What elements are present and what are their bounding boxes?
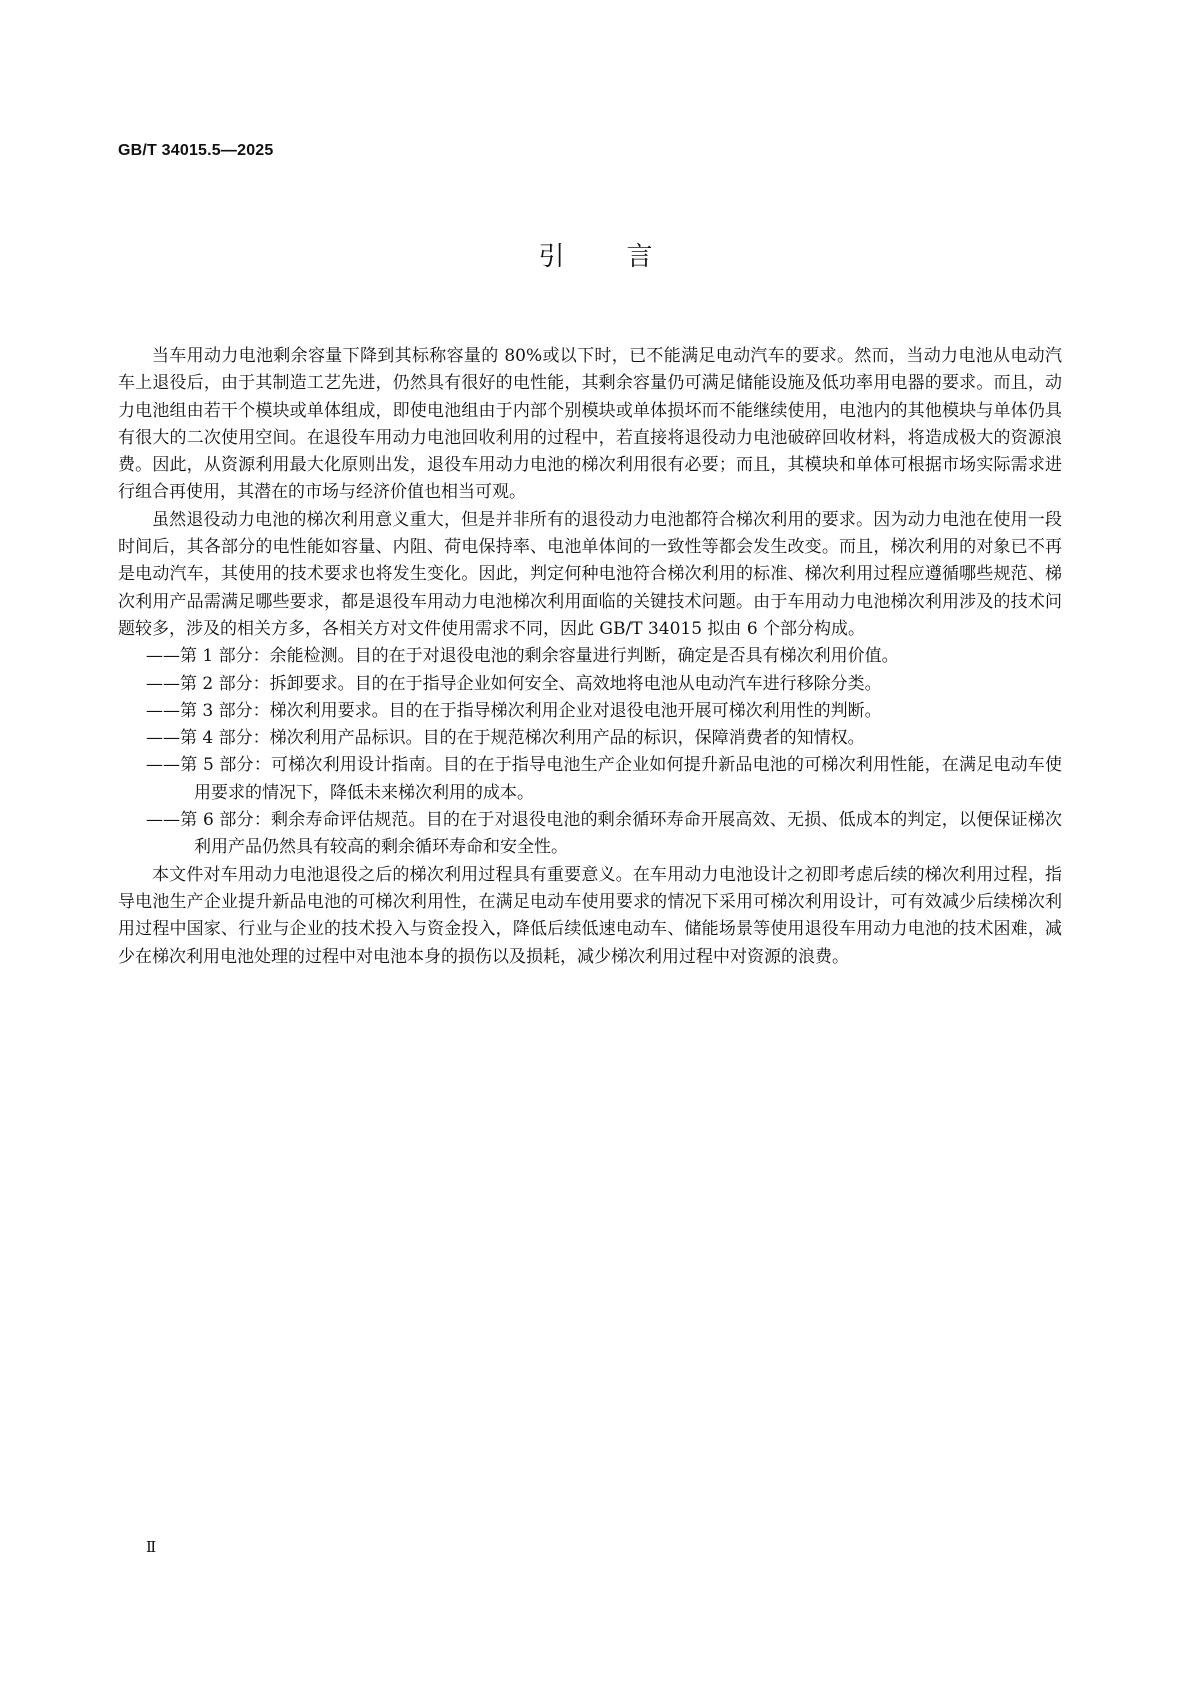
list-item: ——第 2 部分：拆卸要求。目的在于指导企业如何安全、高效地将电池从电动汽车进行移除分类。 bbox=[146, 673, 882, 694]
parts-list bbox=[118, 643, 1062, 861]
page-title: 引言 bbox=[538, 242, 715, 272]
list-item: ——第 6 部分：剩余寿命评估规范。目的在于对退役电池的剩余循环寿命开展高效、无损、低成本的判定，以便保证梯次利用产品仍然具有较高的剩余循环寿命和安全性。 bbox=[146, 810, 1062, 858]
list-item: ——第 5 部分：可梯次利用设计指南。目的在于指导电池生产企业如何提升新品电池的可梯次利用性能，在满足电动车使用要求的情况下，降低未来梯次利用的成本。 bbox=[146, 755, 1062, 803]
paragraph: 当车用动力电池剩余容量下降到其标称容量的 80%或以下时，已不能满足电动汽车的要求。然而，当动力电池从电动汽车上退役后，由于其制造工艺先进，仍然具有很好的电性能，其剩余容量仍可满足储能设施及低功率用电器的要求。而且，动力电池组由若干个模块或单体组成，即使电池组由于内部个别模块或单体损坏而不能继续使用，电池内的其他模块与单体仍具有很大的二次使用空间。在退役车用动力电池回收利用的过程中，若直接将退役动力电池破碎回收材料，将造成极大的资源浪费。因此，从资源利用最大化原则出发，退役车用动力电池的梯次利用很有必要；而且，其模块和单体可根据市场实际需求进行组合再使用，其潜在的市场与经济价值也相当可观。 bbox=[118, 346, 1062, 503]
list-item: ——第 3 部分：梯次利用要求。目的在于指导梯次利用企业对退役电池开展可梯次利用性的判断。 bbox=[146, 700, 882, 721]
list-item: ——第 1 部分：余能检测。目的在于对退役电池的剩余容量进行判断，确定是否具有梯次利用价值。 bbox=[146, 646, 899, 667]
page-number: Ⅱ bbox=[146, 1538, 157, 1556]
list-item: ——第 4 部分：梯次利用产品标识。目的在于规范梯次利用产品的标识，保障消费者的知情权。 bbox=[146, 728, 865, 749]
paragraph: 本文件对车用动力电池退役之后的梯次利用过程具有重要意义。在车用动力电池设计之初即考虑后续的梯次利用过程，指导电池生产企业提升新品电池的可梯次利用性，在满足电动车使用要求的情况下采用可梯次利用设计，可有效减少后续梯次利用过程中国家、行业与企业的技术投入与资金投入，降低后续低速电动车、储能场景等使用退役车用动力电池的技术困难，减少在梯次利用电池处理的过程中对电池本身的损伤以及损耗，减少梯次利用过程中对资源的浪费。 bbox=[118, 864, 1062, 967]
paragraph: 虽然退役动力电池的梯次利用意义重大，但是并非所有的退役动力电池都符合梯次利用的要求。因为动力电池在使用一段时间后，其各部分的电性能如容量、内阻、荷电保持率、电池单体间的一致性等都会发生改变。而且，梯次利用的对象已不再是电动汽车，其使用的技术要求也将发生变化。因此，判定何种电池符合梯次利用的标准、梯次利用过程应遵循哪些规范、梯次利用产品需满足哪些要求，都是退役车用动力电池梯次利用面临的关键技术问题。由于车用动力电池梯次利用涉及的技术问题较多，涉及的相关方多，各相关方对文件使用需求不同，因此 GB/T 34015 拟由 6 个部分构成。 bbox=[118, 509, 1062, 639]
introduction-body bbox=[118, 343, 1062, 971]
standard-code: GB/T 34015.5—2025 bbox=[118, 142, 274, 159]
